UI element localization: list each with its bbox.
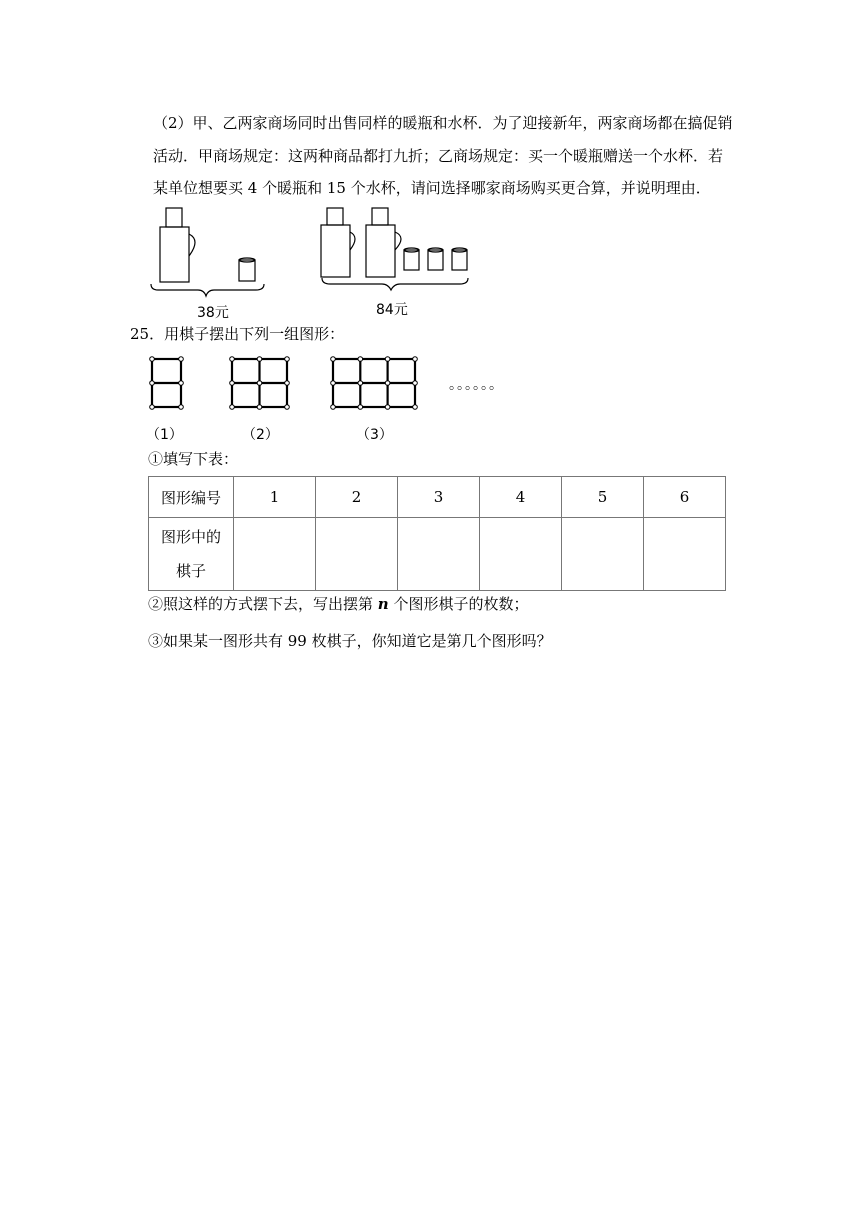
thermos-cap-icon xyxy=(327,208,343,225)
cup-icon xyxy=(404,250,419,270)
table-cell: 4 xyxy=(480,477,562,518)
thermos-icon xyxy=(160,227,189,282)
step-2-text-after: 个图形棋子的枚数； xyxy=(388,595,529,613)
price-left-label: 38元 xyxy=(197,305,229,321)
table-cell: 6 xyxy=(644,477,726,518)
row-header-line-2: 棋子 xyxy=(175,562,206,580)
table-answer-cell[interactable] xyxy=(398,518,480,591)
problem-24-part2-line3: 某单位想要买 4 个暖瓶和 15 个水杯，请问选择哪家商场购买更合算，并说明理由． xyxy=(153,179,711,197)
thermos-icon xyxy=(321,225,350,277)
table-row xyxy=(149,477,726,518)
cup-icon xyxy=(239,260,255,281)
thermos-handle-icon xyxy=(350,232,355,250)
step-1-instruction: ①填写下表： xyxy=(148,450,239,468)
fill-in-table xyxy=(148,476,726,591)
table-answer-cell[interactable] xyxy=(234,518,316,591)
table-cell: 2 xyxy=(316,477,398,518)
left-brace xyxy=(151,284,264,296)
step-2-text-before: ②照这样的方式摆下去，写出摆第 xyxy=(148,595,378,613)
thermos-cap-icon xyxy=(166,208,182,227)
step-3-instruction: ③如果某一图形共有 99 枚棋子，你知道它是第几个图形吗？ xyxy=(148,632,552,650)
table-answer-cell[interactable] xyxy=(480,518,562,591)
problem-24-part2-line2: 活动．甲商场规定：这两种商品都打九折；乙商场规定：买一个暖瓶赠送一个水杯．若 xyxy=(153,147,724,165)
thermos-handle-icon xyxy=(395,232,401,250)
problem-25-title: 25．用棋子摆出下列一组图形： xyxy=(130,325,345,343)
thermos-icon xyxy=(366,225,395,277)
table-answer-cell[interactable] xyxy=(644,518,726,591)
price-right-label: 84元 xyxy=(376,302,408,318)
table-row-header xyxy=(149,518,234,591)
figure-label-1: （1） xyxy=(146,427,183,443)
thermos-handle-icon xyxy=(189,234,195,256)
step-2-variable: n xyxy=(377,595,389,613)
step-2-instruction xyxy=(148,594,528,614)
table-cell: 5 xyxy=(562,477,644,518)
figure-label-2: （2） xyxy=(242,427,279,443)
table-cell: 3 xyxy=(398,477,480,518)
table-row xyxy=(149,518,726,591)
thermos-cap-icon xyxy=(372,208,388,225)
cup-icon xyxy=(428,250,443,270)
table-cell: 1 xyxy=(234,477,316,518)
row-header-line-1: 图形中的 xyxy=(160,528,221,546)
thermos-cup-figure xyxy=(146,204,476,322)
figure-label-3: （3） xyxy=(356,427,393,443)
figure-ellipsis: 。。。。。。 xyxy=(449,377,504,393)
right-brace xyxy=(322,278,468,290)
table-answer-cell[interactable] xyxy=(316,518,398,591)
table-row-header: 图形编号 xyxy=(149,477,234,518)
cup-icon xyxy=(452,250,467,270)
problem-24-part2-line1: （2）甲、乙两家商场同时出售同样的暖瓶和水杯．为了迎接新年，两家商场都在搞促销 xyxy=(153,114,733,132)
table-answer-cell[interactable] xyxy=(562,518,644,591)
